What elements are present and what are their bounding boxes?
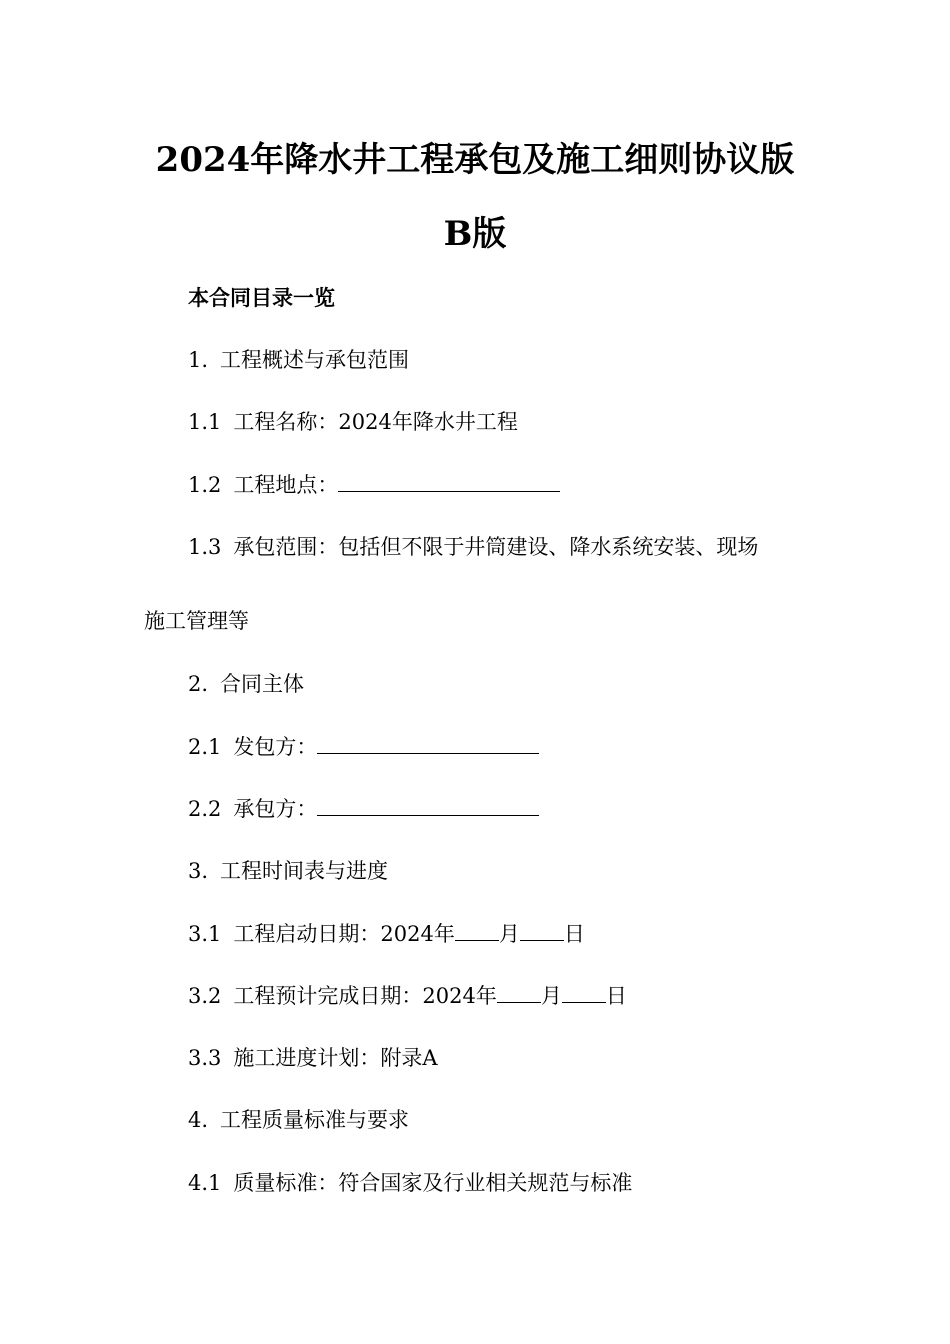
clause-label: 承包方： (233, 797, 318, 821)
clause-number: 3.2 (188, 984, 222, 1008)
clause-3-1 (188, 920, 585, 948)
section-number: 4. (188, 1108, 209, 1132)
section-number: 3. (188, 859, 209, 883)
blank-fill-line[interactable] (317, 795, 539, 816)
year-text: 2024年 (422, 984, 497, 1008)
blank-fill-line[interactable] (338, 471, 560, 492)
clause-number: 3.1 (188, 922, 222, 946)
clause-2-2 (188, 795, 539, 823)
month-blank[interactable] (455, 920, 499, 941)
clause-label: 工程启动日期： (233, 922, 381, 946)
section-heading-3 (188, 857, 388, 885)
blank-fill-line[interactable] (317, 733, 539, 754)
clause-value: 附录A (380, 1046, 438, 1070)
clause-3-3 (188, 1044, 438, 1072)
clause-label: 工程名称： (233, 410, 339, 434)
clause-label: 发包方： (233, 735, 318, 759)
clause-2-1 (188, 733, 539, 761)
clause-label: 工程预计完成日期： (233, 984, 423, 1008)
clause-number: 1.1 (188, 410, 222, 434)
day-blank[interactable] (562, 982, 606, 1003)
section-heading-4 (188, 1106, 409, 1134)
section-text: 工程质量标准与要求 (220, 1108, 410, 1132)
clause-1-3-continuation: 施工管理等 (144, 609, 249, 633)
section-text: 工程概述与承包范围 (220, 348, 410, 372)
month-text: 月 (540, 984, 562, 1008)
clause-1-2 (188, 471, 560, 499)
clause-1-1 (188, 408, 518, 436)
year-text: 2024年 (380, 922, 455, 946)
clause-number: 3.3 (188, 1046, 222, 1070)
clause-label: 承包范围： (233, 535, 339, 559)
clause-value: 符合国家及行业相关规范与标准 (338, 1171, 633, 1195)
section-number: 1. (188, 348, 209, 372)
toc-heading: 本合同目录一览 (188, 285, 335, 310)
clause-value: 包括但不限于井筒建设、降水系统安装、现场 (338, 535, 759, 559)
clause-1-3 (188, 533, 758, 561)
clause-number: 1.2 (188, 473, 222, 497)
clause-number: 4.1 (188, 1171, 222, 1195)
day-text: 日 (563, 922, 585, 946)
document-title-line-1: 2024年降水井工程承包及施工细则协议版 (155, 140, 795, 180)
section-text: 合同主体 (220, 672, 305, 696)
clause-number: 1.3 (188, 535, 222, 559)
clause-number: 2.1 (188, 735, 222, 759)
month-blank[interactable] (497, 982, 541, 1003)
document-title-line-2: B版 (443, 214, 507, 254)
month-text: 月 (498, 922, 520, 946)
day-text: 日 (605, 984, 627, 1008)
clause-label: 施工进度计划： (233, 1046, 381, 1070)
clause-3-2 (188, 982, 627, 1010)
clause-4-1 (188, 1169, 632, 1197)
clause-label: 工程地点： (233, 473, 339, 497)
clause-number: 2.2 (188, 797, 222, 821)
clause-value: 2024年降水井工程 (338, 410, 518, 434)
section-text: 工程时间表与进度 (220, 859, 389, 883)
section-heading-1 (188, 346, 409, 374)
day-blank[interactable] (520, 920, 564, 941)
section-number: 2. (188, 672, 209, 696)
section-heading-2 (188, 670, 304, 698)
clause-label: 质量标准： (233, 1171, 339, 1195)
